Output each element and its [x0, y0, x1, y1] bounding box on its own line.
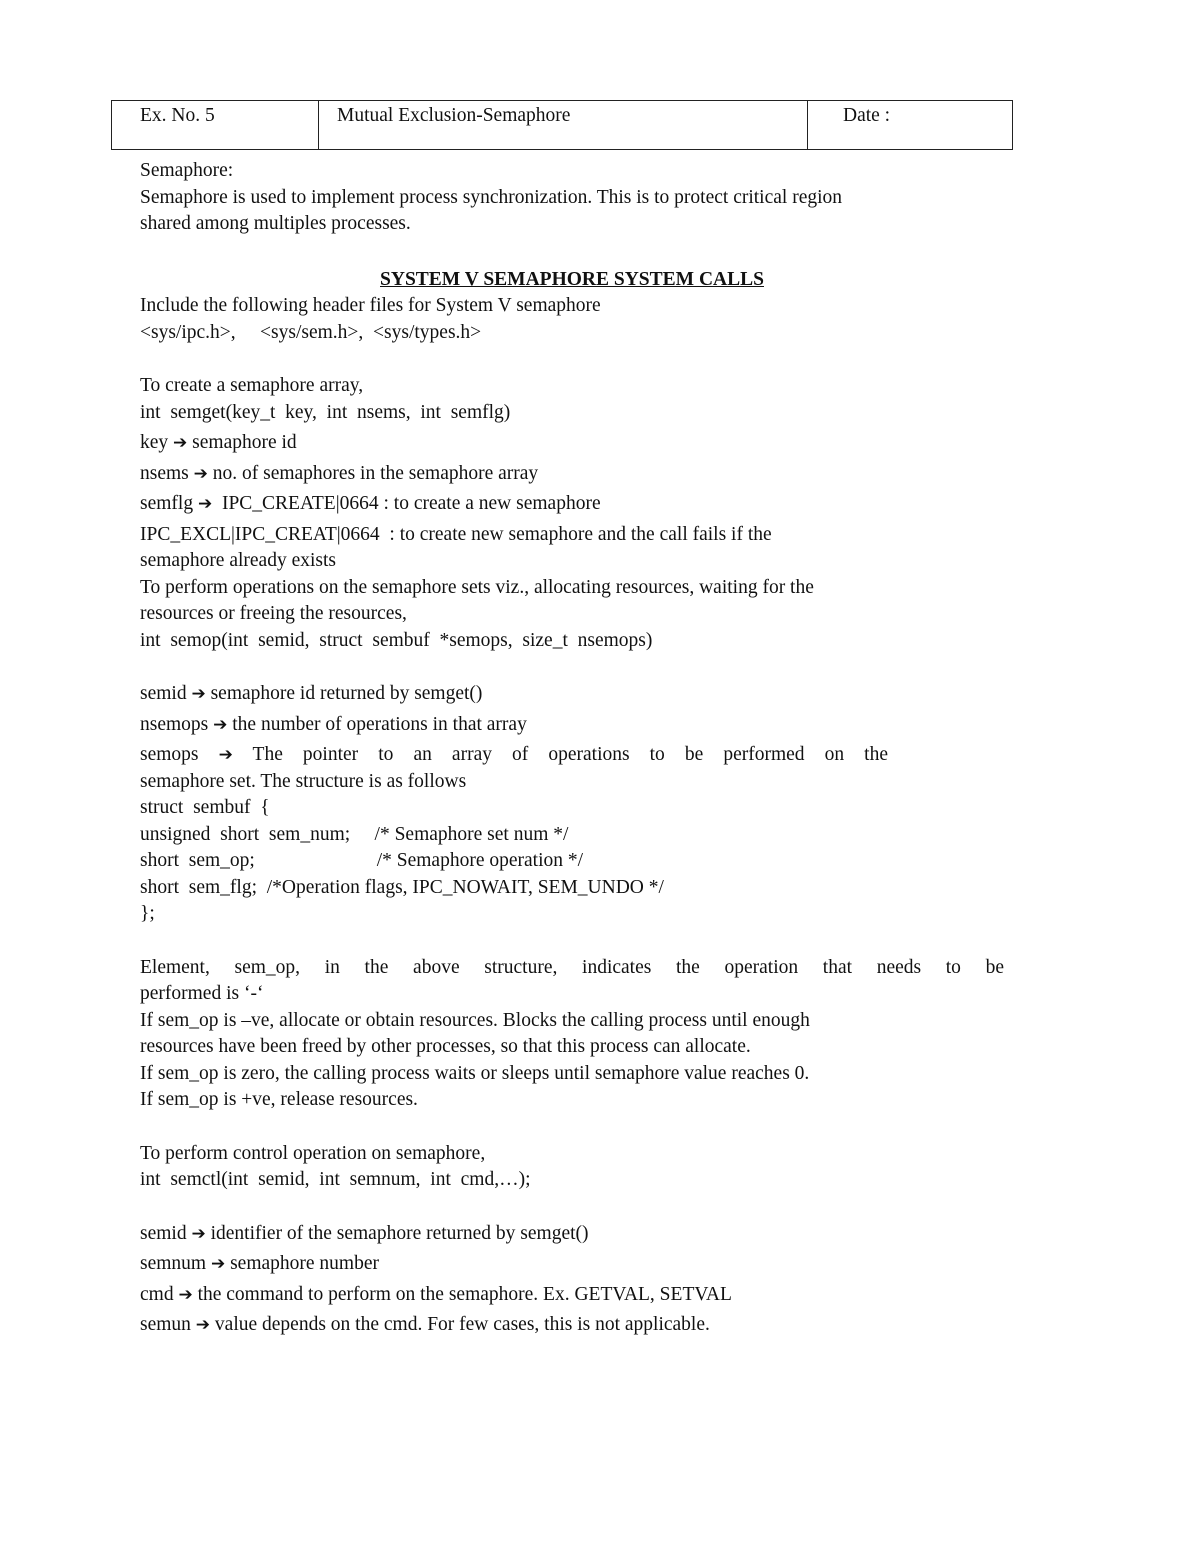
paragraph-line: To perform operations on the semaphore sets viz., allocating resources, waiting for the — [140, 576, 814, 598]
param-desc: IPC_CREATE|0664 : to create a new semaphore — [212, 493, 601, 514]
param-line — [140, 430, 1010, 457]
paragraph-line: semaphore already exists — [140, 550, 337, 571]
code-line: short sem_flg; /*Operation flags, IPC_NOWAIT, SEM_UNDO */ — [140, 876, 664, 898]
param-name: key — [140, 432, 174, 453]
paragraph-line: Element, sem_op, in the above structure, indicates the operation that needs to be — [140, 956, 1004, 978]
code-line: }; — [140, 903, 155, 924]
intro-line: Semaphore is used to implement process synchronization. This is to protect critical region — [140, 186, 843, 208]
param-line — [140, 491, 1010, 518]
code-signature: int semop(int semid, struct sembuf *semops, size_t nsemops) — [140, 629, 653, 651]
param-name: nsemops — [140, 713, 214, 735]
param-line — [140, 1221, 1010, 1248]
paragraph-line: performed is ‘-‘ — [140, 983, 264, 1004]
arrow-right-icon: ➔ — [213, 714, 228, 735]
param-desc: identifier of the semaphore returned by semget() — [205, 1222, 589, 1244]
param-line — [140, 742, 888, 769]
arrow-right-icon: ➔ — [193, 463, 208, 484]
arrow-right-icon: ➔ — [195, 1315, 211, 1335]
paragraph-line: semaphore set. The structure is as follows — [140, 770, 467, 792]
code-line: struct sembuf { — [140, 797, 270, 818]
paragraph-line: If sem_op is –ve, allocate or obtain resources. Blocks the calling process until enough — [140, 1009, 810, 1031]
paragraph-line: To perform control operation on semaphore, — [140, 1142, 486, 1164]
arrow-right-icon: ➔ — [210, 1254, 226, 1274]
exercise-header-table — [111, 100, 1013, 150]
code-signature: int semget(key_t key, int nsems, int semflg) — [140, 401, 511, 423]
param-desc: semaphore id — [187, 432, 297, 453]
param-name: semun — [140, 1314, 196, 1335]
paragraph-line: Include the following header files for System V semaphore — [140, 295, 601, 316]
paragraph-line: To create a semaphore array, — [140, 375, 364, 396]
param-desc: value depends on the cmd. For few cases, this is not applicable. — [210, 1314, 710, 1335]
param-name: semid — [140, 683, 192, 704]
exercise-number: Ex. No. 5 — [112, 101, 319, 150]
paragraph-line: IPC_EXCL|IPC_CREAT|0664 : to create new semaphore and the call fails if the — [140, 523, 772, 545]
code-line: unsigned short sem_num; /* Semaphore set num */ — [140, 823, 569, 845]
arrow-right-icon: ➔ — [173, 433, 188, 453]
param-line — [140, 712, 1010, 739]
param-desc: The pointer to an array of operations to be performed on the — [232, 744, 889, 765]
param-line — [140, 1312, 1010, 1339]
paragraph-line: If sem_op is zero, the calling process waits or sleeps until semaphore value reaches 0. — [140, 1062, 810, 1084]
header-files-line: <sys/ipc.h>, <sys/sem.h>, <sys/types.h> — [140, 321, 482, 343]
arrow-right-icon: ➔ — [191, 1223, 206, 1244]
section-heading: SYSTEM V SEMAPHORE SYSTEM CALLS — [380, 268, 764, 290]
param-line — [140, 681, 1010, 708]
param-line — [140, 1251, 1010, 1278]
date-field: Date : — [808, 101, 1013, 150]
paragraph-line: resources have been freed by other processes, so that this process can allocate. — [140, 1036, 751, 1057]
arrow-right-icon: ➔ — [218, 745, 233, 765]
code-line: short sem_op; /* Semaphore operation */ — [140, 850, 584, 871]
param-line — [140, 461, 1010, 488]
param-name: cmd — [140, 1283, 179, 1305]
paragraph-line: resources or freeing the resources, — [140, 603, 407, 624]
arrow-right-icon: ➔ — [178, 1284, 193, 1305]
param-name: semid — [140, 1222, 192, 1244]
param-name: semflg — [140, 493, 198, 514]
exercise-title: Mutual Exclusion-Semaphore — [319, 101, 808, 150]
document-body — [140, 158, 1010, 1339]
arrow-right-icon: ➔ — [191, 684, 206, 704]
param-line — [140, 1282, 1010, 1309]
param-desc: no. of semaphores in the semaphore array — [207, 462, 539, 484]
intro-label: Semaphore: — [140, 160, 234, 181]
param-desc: the command to perform on the semaphore. Ex. GETVAL, SETVAL — [192, 1283, 732, 1305]
arrow-right-icon: ➔ — [197, 494, 213, 514]
param-desc: semaphore id returned by semget() — [205, 683, 483, 704]
param-desc: semaphore number — [225, 1253, 380, 1274]
intro-line: shared among multiples processes. — [140, 213, 411, 234]
param-name: nsems — [140, 462, 194, 484]
param-name: semnum — [140, 1253, 211, 1274]
param-desc: the number of operations in that array — [227, 713, 527, 735]
paragraph-line: If sem_op is +ve, release resources. — [140, 1089, 418, 1110]
code-signature: int semctl(int semid, int semnum, int cmd,…); — [140, 1169, 531, 1190]
param-name: semops — [140, 744, 219, 765]
